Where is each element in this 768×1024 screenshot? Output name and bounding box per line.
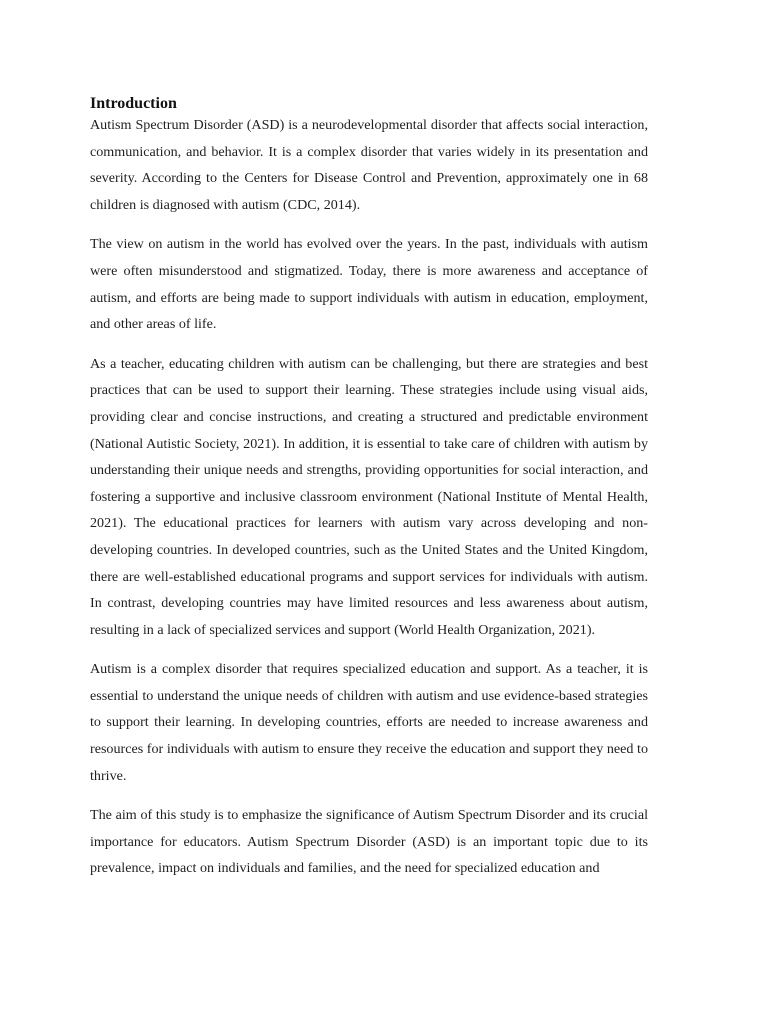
- document-page: [90, 92, 648, 895]
- paragraph-2: The view on autism in the world has evolved over the years. In the past, individuals with autism were often misunderstood and stigmatized. Today, there is more awareness and acceptance of autism, and efforts are being made to support individuals with autism in education, employment, and other areas of life.: [90, 236, 648, 333]
- paragraph-1: Autism Spectrum Disorder (ASD) is a neurodevelopmental disorder that affects social interaction, communication, and behavior. It is a complex disorder that varies widely in its presentation and severity. According to the Centers for Disease Control and Prevention, approximately one in 68 children is diagnosed with autism (CDC, 2014).: [90, 117, 648, 213]
- section-heading: Introduction: [90, 95, 177, 112]
- paragraph-3: As a teacher, educating children with autism can be challenging, but there are strategies and best practices that can be used to support their learning. These strategies include using visual aids, providing clear and concise instructions, and creating a structured and predictable environment (National Autistic Society, 2021). In addition, it is essential to take care of children with autism by understanding their unique needs and strengths, providing opportunities for social interaction, and fostering a supportive and inclusive classroom environment (National Institute of Mental Health, 2021). The educational practices for learners with autism vary across developing and non-developing countries. In developed countries, such as the United States and the United Kingdom, there are well-established educational programs and support services for individuals with autism. In contrast, developing countries may have limited resources and less awareness about autism, resulting in a lack of specialized services and support (World Health Organization, 2021).: [90, 355, 648, 638]
- paragraph-4: Autism is a complex disorder that requires specialized education and support. As a teacher, it is essential to understand the unique needs of children with autism and use evidence-based strategies to support their learning. In developing countries, efforts are needed to increase awareness and resources for individuals with autism to ensure they receive the education and support they need to thrive.: [90, 661, 648, 784]
- paragraph-5: The aim of this study is to emphasize the significance of Autism Spectrum Disorder and its crucial importance for educators. Autism Spectrum Disorder (ASD) is an important topic due to its prevalence, impact on individuals and families, and the need for specialized education and: [90, 807, 648, 877]
